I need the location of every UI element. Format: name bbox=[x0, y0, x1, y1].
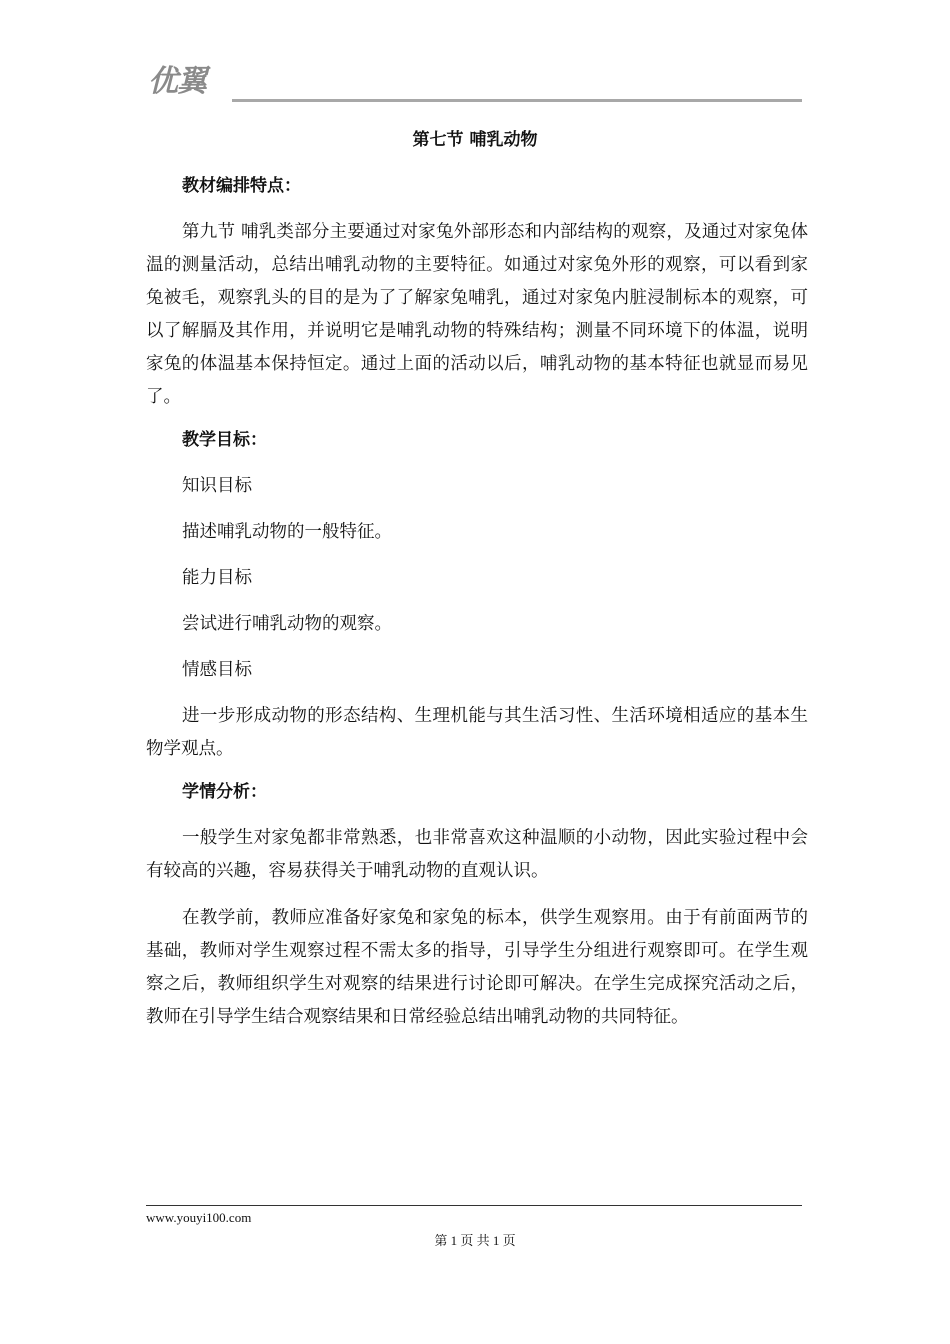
brand-logo: 优翼 bbox=[148, 64, 206, 99]
page-title: 第七节 哺乳动物 bbox=[412, 130, 538, 150]
paragraph: 情感目标 bbox=[182, 660, 252, 680]
paragraph: 能力目标 bbox=[182, 568, 252, 588]
paragraph: 在教学前，教师应准备好家兔和家兔的标本，供学生观察用。由于有前面两节的基础，教师对学生观察过程不需太多的指导，引导学生分组进行观察即可。在学生观察之后，教师组织学生对观察的结果进行讨论即可解决。在学生完成探究活动之后，教师在引导学生结合观察结果和日常经验总结出哺乳动物的共同特征。 bbox=[146, 908, 808, 1027]
section-heading-teaching-goals: 教学目标： bbox=[182, 430, 267, 450]
footer-divider bbox=[146, 1205, 802, 1206]
section-heading-student-analysis: 学情分析： bbox=[182, 782, 267, 802]
section-heading-textbook-features: 教材编排特点： bbox=[182, 176, 301, 196]
page-number: 第 1 页 共 1 页 bbox=[434, 1233, 516, 1248]
footer-url: www.youyi100.com bbox=[146, 1210, 252, 1225]
paragraph: 第九节 哺乳类部分主要通过对家兔外部形态和内部结构的观察，及通过对家兔体温的测量活动，总结出哺乳动物的主要特征。如通过对家兔外形的观察，可以看到家兔被毛，观察乳头的目的是为了了解家兔哺乳，通过对家兔内脏浸制标本的观察，可以了解膈及其作用，并说明它是哺乳动物的特殊结构；测量不同环境下的体温，说明家兔的体温基本保持恒定。通过上面的活动以后，哺乳动物的基本特征也就显而易见了。 bbox=[146, 222, 808, 407]
header-divider bbox=[232, 99, 802, 102]
paragraph: 描述哺乳动物的一般特征。 bbox=[182, 522, 392, 542]
document-body bbox=[146, 168, 808, 1048]
paragraph: 知识目标 bbox=[182, 476, 252, 496]
paragraph: 一般学生对家兔都非常熟悉，也非常喜欢这种温顺的小动物，因此实验过程中会有较高的兴趣，容易获得关于哺乳动物的直观认识。 bbox=[146, 828, 808, 881]
paragraph: 尝试进行哺乳动物的观察。 bbox=[182, 614, 392, 634]
paragraph: 进一步形成动物的形态结构、生理机能与其生活习性、生活环境相适应的基本生物学观点。 bbox=[146, 706, 808, 759]
